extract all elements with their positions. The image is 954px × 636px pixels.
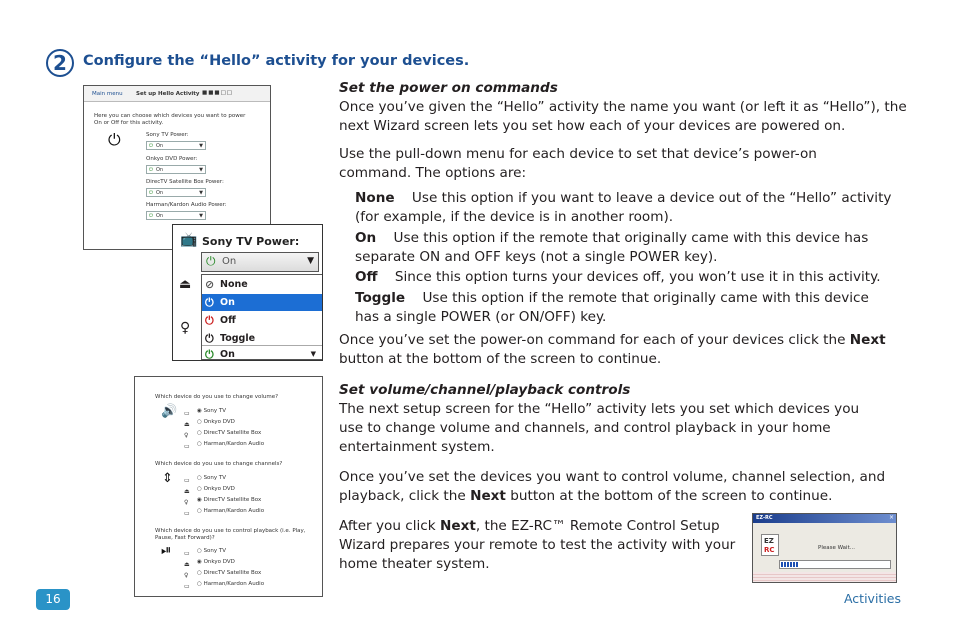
radio-option[interactable]: ○ Harman/Kardon Audio [197,508,265,514]
device-label: Onkyo DVD Power: [146,156,198,162]
device-icons: ▭ ⏏ ♀ ▭ [184,550,190,590]
power-select[interactable]: ⏻ On ▼ [201,252,319,272]
question-channels: Which device do you use to change channels? [155,461,283,467]
question-volume: Which device do you use to change volume? [155,394,279,400]
screenshot-please-wait [752,513,897,583]
power-select[interactable]: ⏻ On ▼ [146,165,206,174]
option-off[interactable]: ⏻ Off [205,314,236,327]
footer-section: Activities [843,591,901,606]
radio-option[interactable]: ○ Onkyo DVD [197,419,235,425]
radio-option[interactable]: ○ Sony TV [197,475,227,481]
satellite-icon: ♀ [180,320,191,336]
playback-icon: ⏯ [161,543,172,558]
page-number: 16 [36,589,70,610]
power-group-icon: ⏻ [108,130,121,149]
radio-option[interactable]: ◉ Onkyo DVD [197,559,235,565]
radio-option[interactable]: ○ Harman/Kardon Audio [197,581,265,587]
option-on[interactable]: ⏻ On [202,294,322,311]
close-icon[interactable]: × [889,514,895,521]
option-toggle[interactable]: ⏻ Toggle [205,332,256,345]
power-options-list [201,274,323,360]
power-select[interactable]: ⏻ On ▼ [146,188,206,197]
device-icons: ▭ ⏏ ♀ ▭ [184,410,190,450]
question-playback: Which device do you use to control playback (i.e. Play, Pause, Fast Forward)? [155,528,306,541]
volume-para-1: The next setup screen for the “Hello” activity lets you set which devices you use to change volume and channels, and control playback in your home entertainment system. [339,401,860,455]
power-select[interactable]: ⏻ On ▼ [146,211,206,220]
wait-message: Please Wait... [818,545,855,551]
power-icon: ⏻ [206,254,216,268]
screenshot-device-controls [134,376,323,597]
progress-steps: ■■■□□ [202,90,233,96]
radio-option[interactable]: ◉ Sony TV [197,408,227,414]
option-none[interactable]: ⊘ None [205,278,248,291]
device-label: DirecTV Satellite Box Power: [146,179,224,185]
tab-setup-hello[interactable]: Set up Hello Activity [136,91,200,97]
chevron-down-icon: ▼ [307,256,314,266]
channel-icon: ⇕ [162,471,173,486]
radio-option[interactable]: ○ DirecTV Satellite Box [197,430,262,436]
power-select[interactable]: ⏻ On ▼ [146,141,206,150]
power-dropdown-zoom [172,224,323,361]
power-para-3: Once you’ve set the power-on command for each of your devices click the Next button at the bottom of the screen to continue. [339,332,886,367]
option-toggle-desc: Toggle Use this option if the remote that originally came with this device has a single POWER (or ON/OFF) key. [355,290,869,325]
radio-option[interactable]: ○ Onkyo DVD [197,486,235,492]
radio-option[interactable]: ◉ DirecTV Satellite Box [197,497,262,503]
zoom-device-label: Sony TV Power: [202,235,300,248]
option-on-next[interactable]: ⏻ On ▼ [202,345,322,361]
option-on-desc: On Use this option if the remote that originally came with this device has separate ON and OFF keys (not a single POWER key). [355,230,869,265]
radio-option[interactable]: ○ Harman/Kardon Audio [197,441,265,447]
tab-main-menu[interactable]: Main menu [92,91,123,97]
subheading-power: Set the power on commands [339,80,558,96]
power-para-2: Use the pull-down menu for each device to set that device’s power-on command. The options are: [339,146,817,181]
device-icons: ▭ ⏏ ♀ ▭ [184,477,190,517]
tv-icon: 📺 [180,232,198,248]
radio-option[interactable]: ○ Sony TV [197,548,227,554]
option-none-desc: None Use this option if you want to leave a device out of the “Hello” activity (for example, if the device is in another room). [355,190,892,225]
volume-icon: 🔊 [161,404,178,419]
volume-para-2: Once you’ve set the devices you want to control volume, channel selection, and playback, click the Next button at the bottom of the screen to continue. [339,469,886,504]
power-para-1: Once you’ve given the “Hello” activity the name you want (or left it as “Hello”), the next Wizard screen lets you set how each of your devices are powered on. [339,99,907,134]
ez-rc-logo: EZ RC [761,534,779,556]
step-number-badge: 2 [46,49,74,77]
progress-bar [779,560,891,569]
radio-option[interactable]: ○ DirecTV Satellite Box [197,570,262,576]
subheading-volume: Set volume/channel/playback controls [339,382,631,398]
option-off-desc: Off Since this option turns your devices off, you won’t use it in this activity. [355,269,881,285]
device-label: Harman/Kardon Audio Power: [146,202,227,208]
volume-para-3: After you click Next, the EZ-RC™ Remote Control Setup Wizard prepares your remote to test the activity with your home theater system. [339,518,736,572]
device-label: Sony TV Power: [146,132,189,138]
intro-text: Here you can choose which devices you want to power On or Off for this activity. [94,113,246,126]
section-heading: Configure the “Hello” activity for your devices. [83,53,470,69]
dvd-icon: ⏏ [179,277,192,292]
dialog-title: EZ-RC [756,515,773,521]
